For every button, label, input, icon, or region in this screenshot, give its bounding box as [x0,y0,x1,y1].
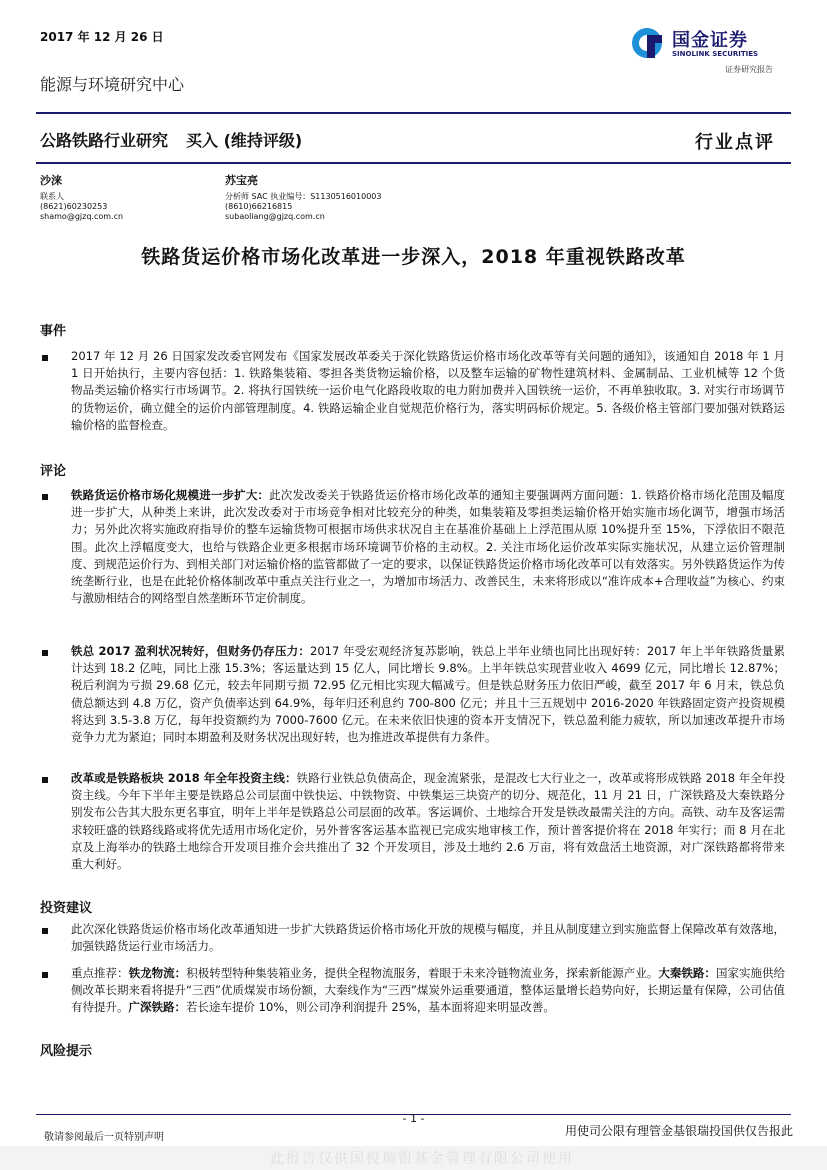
headline: 铁路货运价格市场化改革进一步深入，2018 年重视铁路改革 [141,246,686,268]
comment-text: 2017 年受宏观经济复苏影响，铁总上半年业绩也同比出现好转：2017 年上半年铁路货量累计达到 18.2 亿吨，同比上涨 15.3%；客运量达到 15 亿人，同比增长 9.8%。上半年铁总实现营业收入 4699 亿元，同比增长 12.87%；税后利润为亏损 29.68 亿元，较去年同期亏损 72.95 亿元相比实现大幅减亏。但是铁总财务压力依旧严峻，截至 2017 年 6 月末，铁总负债总额达到 4.8 万亿，资产负债率达到 64.9%，每年归还利息约 700-800 亿元；并且十三五规划中 2016-2020 年铁路固定资产投资规模将达到 3.5-3.8 万亿，每年投资额约为 7000-7600 亿元。在未来依旧快速的资本开支情况下，铁总盈利能力疲软，所以加速改革提升市场竞争力尤为紧迫；同时本期盈利及财务状况出现好转，也为推进改革提供有力条件。 [71,644,785,745]
report-date: 2017 年 12 月 26 日 [40,30,164,44]
brand-subtitle: 证券研究报告 [725,65,773,74]
section-title-event: 事件 [40,324,67,339]
analyst-1 [40,176,123,222]
comment-item-1 [71,487,785,607]
report-category: 公路铁路行业研究 [40,131,169,150]
brand-logo [630,22,790,82]
advice-item-1: 此次深化铁路货运价格市场化改革通知进一步扩大铁路货运价格市场化开放的规模与幅度，并且从制度建立到实施监督上保障改革有效落地，加强铁路货运行业市场活力。 [71,922,785,954]
bullet-icon [42,494,48,500]
report-type: 行业点评 [695,132,775,153]
analyst-phone: (8621)60230253 [40,202,108,211]
event-paragraph: 2017 年 12 月 26 日国家发改委官网发布《国家发展改革委关于深化铁路货运价格市场化改革等有关问题的通知》，该通知自 2018 年 1 月 1 日开始执行，主要内容包括：1. 铁路集装箱、零担各类货物运输价格，以及整车运输的矿物性建筑材料、金属制品、工业机械等 12 个货物品类运输价格实行市场调节。2. 将执行国铁统一运价电气化路段收取的电力附加费并入国铁统一运价，不再单独收取。3. 对实行市场调节的货物运价，确立健全的运价内部管理制度。4. 铁路运输企业自觉规范价格行为，落实明码标价规定。5. 各级价格主管部门要加强对铁路运输价格的监督检查。 [71,349,785,432]
advice-lead: 重点推荐： [71,966,129,980]
section-title-advice: 投资建议 [40,901,93,916]
page-number: - 1 - [402,1112,425,1125]
comment-text: 铁路行业铁总负债高企，现金流紧张，是混改七大行业之一，改革或将形成铁路 2018 年全年投资主线。今年下半年主要是铁路总公司层面中铁快运、中铁物资、中铁集运三块资产的切分、规范化，11 月 21 日，广深铁路及大秦铁路分别发布公告其大股东更名事宜，明年上半年是铁路总公司层面的改革。客运调价、土地综合开发是铁改最需关注的方向。高铁、动车及客运需求较旺盛的铁路线路或将优先适用市场化定价，另外普客客运基本监视已完成实地审核工作，预计普客提价将在 2018 年实行；而 8 月在北京及上海举办的铁路土地综合开发项目推介会共推出了 32 个开发项目，涉及土地约 2.6 万亩，将有效盘活土地资源，对广深铁路都将带来重大利好。 [71,771,786,872]
analyst-email: subaoliang@gjzq.com.cn [225,212,325,221]
analyst-name: 苏宝亮 [225,174,258,187]
footer-disclaimer: 敬请参阅最后一页特别声明 [44,1132,164,1143]
bullet-icon [42,928,48,934]
analyst-name: 沙涞 [40,174,62,187]
comment-lead: 改革或是铁路板块 2018 年全年投资主线： [71,771,297,785]
bullet-icon [42,777,48,783]
advice-item-2 [71,965,785,1017]
section-title-risk: 风险提示 [40,1044,93,1059]
comment-item-2 [71,643,785,746]
comment-lead: 铁总 2017 盈利状况转好，但财务仍存压力： [71,644,311,658]
stock-text: 积极转型特种集装箱业务，提供全程物流服务，着眼于未来冷链物流业务，探索新能源产业。 [186,966,659,980]
stock-name: 广深铁路： [128,1000,186,1015]
title-divider [36,162,791,164]
stock-text: 若长途车提价 10%，则公司净利润提升 25%，基本面将迎来明显改善。 [186,1000,555,1015]
analyst-role: 联系人 [40,192,64,201]
footer-mirror-text: 用使司公限有理管金基银瑞投国供仅告报此 [565,1124,794,1138]
analyst-phone: (8610)66216815 [225,202,293,211]
comment-lead: 铁路货运价格市场化规模进一步扩大： [71,488,270,502]
section-title-comment: 评论 [40,464,67,479]
department: 能源与环境研究中心 [40,75,185,94]
stock-name: 铁龙物流： [128,966,187,980]
brand-name-en: SINOLINK SECURITIES [672,50,759,58]
watermark-text: 此报告仅供国投瑞银基金管理有限公司使用 [270,1151,574,1167]
header-divider [36,112,791,114]
stock-text: 国家实施供给侧改革长期来看将提升“三西”优质煤炭市场份额，大秦线作为“三西”煤炭外运重要通道，整体运量增长趋势向好，长期运量有保障，公司估值有待提升。 [71,966,786,1015]
comment-item-3 [71,770,785,873]
stock-name: 大秦铁路： [658,966,716,980]
comment-text: 此次发改委关于铁路货运价格市场化改革的通知主要强调两方面问题：1. 铁路价格市场化范围及幅度进一步扩大，从种类上来讲，此次发改委对于市场竞争相对比较充分的种类，如集装箱及零担类运输价格开始实施市场化调节，增强市场活力；另外此次将实施政府指导价的整车运输货物可根据市场供求状况自主在基准价基础上上浮范围从原 10%提升至 15%，下浮依旧不限范围。此次上浮幅度变大，也给与铁路企业更多根据市场环境调节价格的主动权。2. 关注市场化运价改革实际实施状况，从建立运价管理制度、到规范运价行为、到相关部门对运输价格的监管都做了一定的要求，以保证铁路货运价格市场化改革可以有效落实。另外铁路货运作为传统垄断行业，也是在此轮价格体制改革中重点关注行业之一，为增加市场活力、改善民生，未来将形成以“准许成本+合理收益”为核心、约束与激励相结合的网络型自然垄断环节定价制度。 [71,488,785,606]
analyst-role: 分析师 SAC 执业编号：S1130516010003 [225,192,382,201]
sinolink-logo-icon [630,26,664,60]
analyst-email: shamo@gjzq.com.cn [40,212,124,221]
analyst-2 [225,176,381,222]
bullet-icon [42,355,48,361]
report-category-line [40,128,320,151]
bullet-icon [42,972,48,978]
brand-name-cn: 国金证券 [672,30,748,51]
bullet-icon [42,650,48,656]
rating: 买入 (维持评级) [186,131,303,150]
